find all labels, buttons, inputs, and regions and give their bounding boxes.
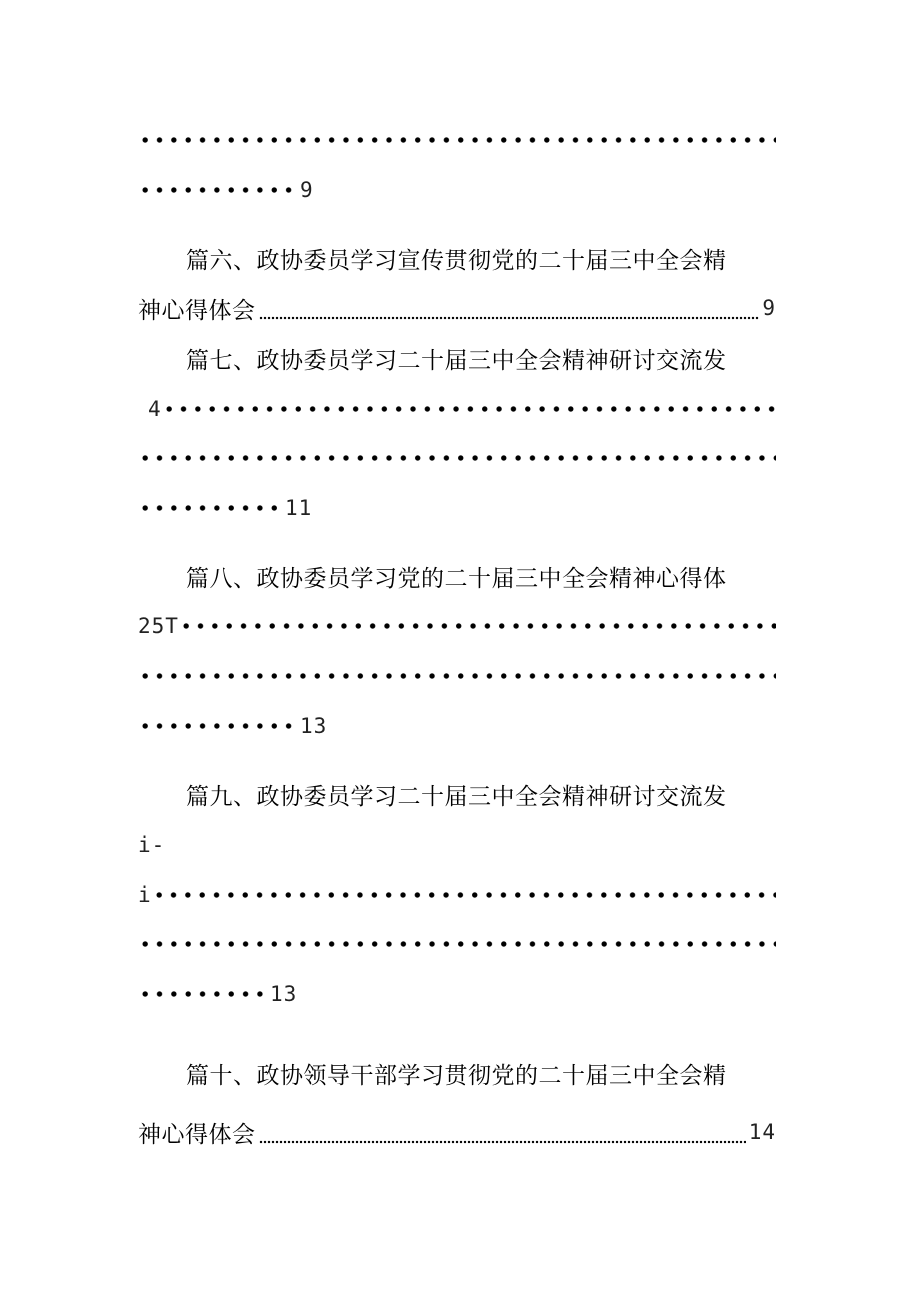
toc-entry-continuation[interactable] bbox=[138, 389, 776, 429]
dot-leader bbox=[162, 389, 776, 429]
toc-leader-row bbox=[138, 438, 776, 478]
toc-entry-title-text: 篇九、政协委员学习二十届三中全会精神研讨交流发 bbox=[186, 783, 727, 810]
toc-entry-title-text: 神心得体会 bbox=[138, 297, 256, 324]
toc-entry-continuation[interactable] bbox=[138, 288, 776, 328]
toc-leader-row bbox=[138, 488, 776, 528]
toc-leader-row bbox=[138, 656, 776, 696]
toc-entry-title[interactable] bbox=[186, 556, 776, 596]
page-number: 13 bbox=[270, 982, 298, 1006]
toc-leader-row bbox=[138, 924, 776, 964]
page-number: 9 bbox=[300, 178, 314, 202]
page-number: 14 bbox=[748, 1120, 776, 1144]
toc-entry-title-text: i bbox=[138, 883, 152, 907]
toc-entry-title-text: 篇十、政协领导干部学习贯彻党的二十届三中全会精 bbox=[186, 1062, 727, 1089]
dot-leader bbox=[138, 706, 300, 746]
toc-entry-title[interactable] bbox=[186, 338, 776, 378]
toc-entry-continuation[interactable] bbox=[138, 875, 776, 915]
toc-entry-title-text: 篇六、政协委员学习宣传贯彻党的二十届三中全会精 bbox=[186, 247, 727, 274]
dot-leader bbox=[138, 974, 270, 1014]
dot-leader bbox=[259, 288, 760, 328]
toc-entry-continuation[interactable] bbox=[138, 825, 776, 865]
toc-leader-row bbox=[138, 170, 776, 210]
toc-entry-title-text: 神心得体会 bbox=[138, 1121, 256, 1148]
dot-leader bbox=[179, 606, 776, 646]
toc-leader-row bbox=[138, 120, 776, 160]
toc-entry-title[interactable] bbox=[186, 774, 776, 814]
page-number: 9 bbox=[762, 296, 776, 320]
dot-leader bbox=[138, 924, 776, 964]
dot-leader bbox=[138, 170, 300, 210]
toc-leader-row bbox=[138, 974, 776, 1014]
toc-entry-title-text: 4 bbox=[148, 397, 162, 421]
toc-entry-title-text: 篇七、政协委员学习二十届三中全会精神研讨交流发 bbox=[186, 347, 727, 374]
toc-entry-title-text: i- bbox=[138, 833, 166, 857]
dot-leader bbox=[138, 120, 776, 160]
dot-leader bbox=[138, 438, 776, 478]
dot-leader bbox=[152, 875, 776, 915]
toc-entry-title-text: 25T bbox=[138, 614, 179, 638]
dot-leader bbox=[138, 488, 285, 528]
toc-entry-title-text: 篇八、政协委员学习党的二十届三中全会精神心得体 bbox=[186, 565, 727, 592]
toc-entry-continuation[interactable] bbox=[138, 1112, 776, 1152]
page-number: 13 bbox=[300, 714, 328, 738]
dot-leader bbox=[259, 1112, 746, 1152]
toc-entry-continuation[interactable] bbox=[138, 606, 776, 646]
toc-leader-row bbox=[138, 706, 776, 746]
toc-entry-title[interactable] bbox=[186, 238, 776, 278]
dot-leader bbox=[138, 656, 776, 696]
toc-entry-title[interactable] bbox=[186, 1053, 776, 1093]
page-number: 11 bbox=[285, 496, 313, 520]
